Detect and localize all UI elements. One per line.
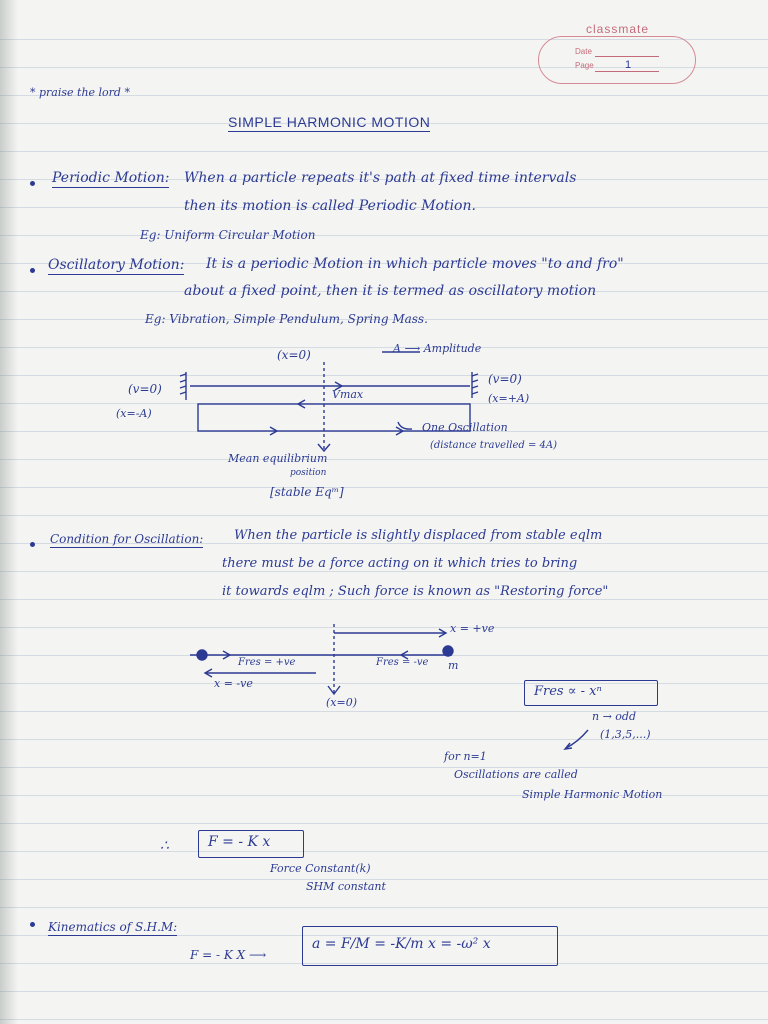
periodic-example: Eg: Uniform Circular Motion <box>140 228 316 242</box>
vmax-label: Vmax <box>332 388 364 401</box>
shm-label: Simple Harmonic Motion <box>522 788 663 801</box>
mean-eq-label: Mean equilibrium <box>228 452 328 465</box>
fres-negative-label: Fres = -ve <box>376 657 429 668</box>
fres-formula: Fres ∝ - xⁿ <box>534 684 602 699</box>
oscillatory-example: Eg: Vibration, Simple Pendulum, Spring Mass. <box>145 312 428 326</box>
page-title: SIMPLE HARMONIC MOTION <box>228 114 431 130</box>
shm-constant-label: SHM constant <box>306 880 386 893</box>
x-minus-a: (x=-A) <box>116 407 152 420</box>
page-label: Page <box>575 61 594 70</box>
brand-logo: classmate <box>586 22 650 36</box>
n-odd-label: n → odd <box>592 710 636 723</box>
page-number: 1 <box>625 59 632 71</box>
therefore-symbol: ∴ <box>160 838 169 854</box>
position-label: position <box>290 468 327 478</box>
periodic-term: Periodic Motion: <box>52 170 170 186</box>
for-n-1: for n=1 <box>444 750 487 763</box>
mass-label: m <box>448 659 459 672</box>
date-label: Date <box>575 47 592 56</box>
x-positive-label: x = +ve <box>450 622 495 635</box>
bullet <box>30 922 35 927</box>
fres-positive-label: Fres = +ve <box>238 657 296 668</box>
v-zero-left: (v=0) <box>128 382 162 396</box>
distance-label: (distance travelled = 4A) <box>430 440 558 451</box>
force-constant-label: Force Constant(k) <box>270 862 371 875</box>
condition-line-2: there must be a force acting on it which tries to bring <box>222 556 578 571</box>
kinematics-equation: a = F/M = -K/m x = -ω² x <box>312 936 491 952</box>
oscillatory-line-2: about a fixed point, then it is termed as oscillatory motion <box>184 283 597 299</box>
kinematics-lhs: F = - K X ⟶ <box>190 948 267 962</box>
kinematics-term: Kinematics of S.H.M: <box>48 920 178 934</box>
periodic-line-2: then its motion is called Periodic Motion. <box>184 198 476 214</box>
force-formula: F = - K x <box>208 834 271 850</box>
oscillatory-term: Oscillatory Motion: <box>48 257 185 273</box>
v-zero-right: (v=0) <box>488 372 522 386</box>
x-zero-label-2: (x=0) <box>326 696 358 709</box>
periodic-line-1: When a particle repeats it's path at fixed time intervals <box>184 170 577 186</box>
amplitude-label: A ⟶ Amplitude <box>393 342 482 355</box>
stable-eq-label: [stable Eqᵐ] <box>270 485 344 499</box>
one-oscillation-label: One Oscillation <box>422 421 508 434</box>
osc-called-label: Oscillations are called <box>454 768 578 781</box>
top-note: * praise the lord * <box>30 86 130 99</box>
condition-term: Condition for Oscillation: <box>50 532 204 546</box>
x-negative-label: x = -ve <box>214 677 253 690</box>
x-zero-label: (x=0) <box>277 348 311 362</box>
condition-line-1: When the particle is slightly displaced from stable eqlm <box>234 528 603 543</box>
x-plus-a: (x=+A) <box>488 392 530 405</box>
oscillatory-line-1: It is a periodic Motion in which particle moves "to and fro" <box>206 256 624 272</box>
odd-list: (1,3,5,...) <box>600 728 651 741</box>
condition-line-3: it towards eqlm ; Such force is known as "Restoring force" <box>222 584 609 599</box>
